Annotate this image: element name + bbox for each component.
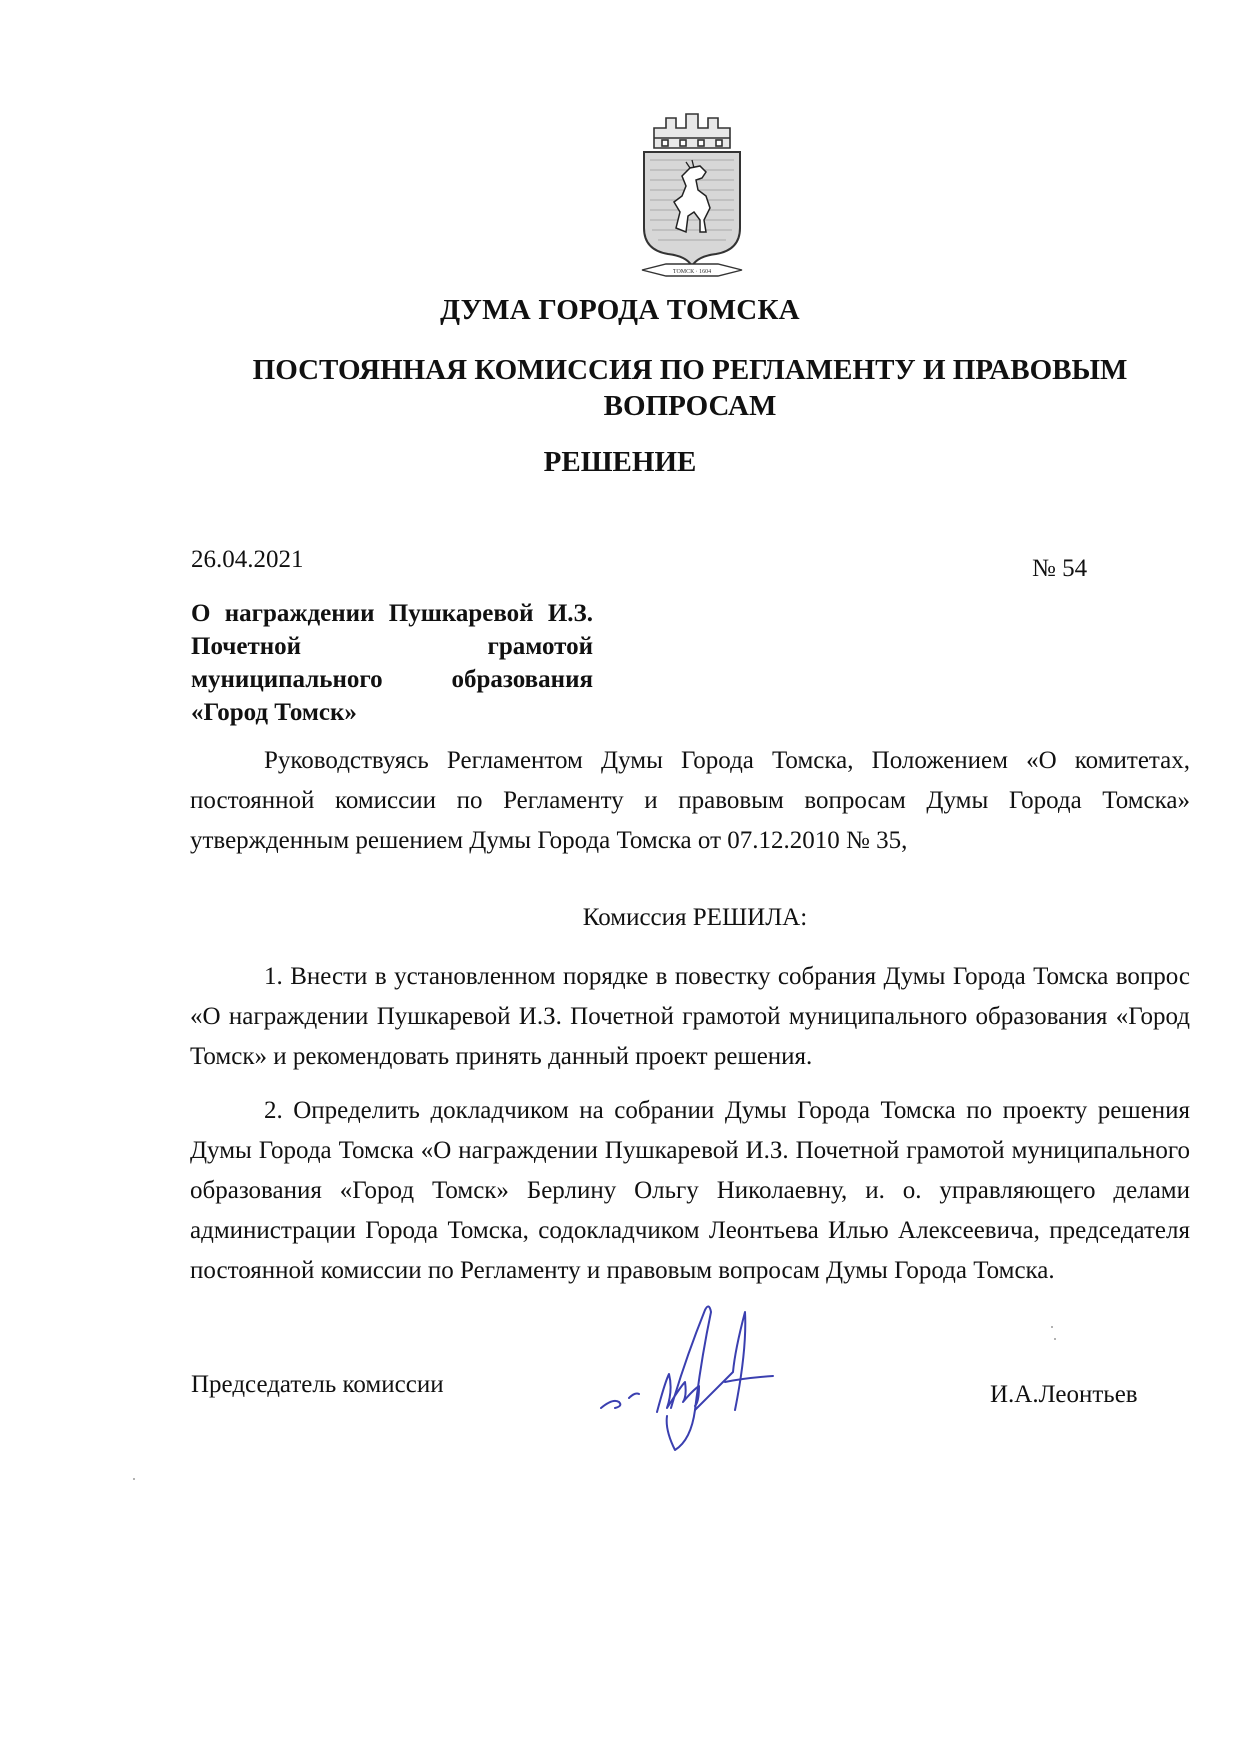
handwritten-signature xyxy=(595,1290,825,1460)
city-coat-of-arms xyxy=(636,108,748,286)
document-number: № 54 xyxy=(1032,555,1088,582)
document-subject: О награждении Пушкаревой И.З. Почетной грамотой муниципального образования «Город Томск» xyxy=(191,600,593,726)
resolution-item-1: 1. Внести в установленном порядке в повестку собрания Думы Города Томска вопрос «О награждении Пушкаревой И.З. Почетной грамотой муниципального образования «Город Томск» и рекомендовать принять данный проект решения. xyxy=(190,963,1190,1070)
commission-title: ПОСТОЯННАЯ КОМИССИЯ ПО РЕГЛАМЕНТУ И ПРАВОВЫМ ВОПРОСАМ xyxy=(252,354,1128,422)
signer-title: Председатель комиссии xyxy=(191,1371,444,1398)
resolution-heading: Комиссия РЕШИЛА: xyxy=(582,904,808,931)
scan-speck xyxy=(1051,1326,1053,1328)
scan-speck xyxy=(1054,1338,1056,1340)
document-type: РЕШЕНИЕ xyxy=(543,446,697,478)
emblem-motto: ТОМСК · 1604 xyxy=(672,269,712,275)
organization-title: ДУМА ГОРОДА ТОМСКА xyxy=(440,294,800,326)
scan-speck xyxy=(133,1478,135,1480)
intro-paragraph: Руководствуясь Регламентом Думы Города Томска, Положением «О комитетах, постоянной комиссии по Регламенту и правовым вопросам Думы Города Томска» утвержденным решением Думы Города Томска от 07.12.2010 № 35, xyxy=(190,747,1190,854)
document-date: 26.04.2021 xyxy=(191,546,304,573)
resolution-item-2: 2. Определить докладчиком на собрании Думы Города Томска по проекту решения Думы Города Томска «О награждении Пушкаревой И.З. Почетной грамотой муниципального образования «Город Томск» Берлину Ольгу Николаевну, и. о. управляющего делами администрации Города Томска, содокладчиком Леонтьева Илью Алексеевича, председателя постоянной комиссии по Регламенту и правовым вопросам Думы Города Томска. xyxy=(190,1097,1190,1284)
signer-name: И.А.Леонтьев xyxy=(990,1381,1138,1408)
